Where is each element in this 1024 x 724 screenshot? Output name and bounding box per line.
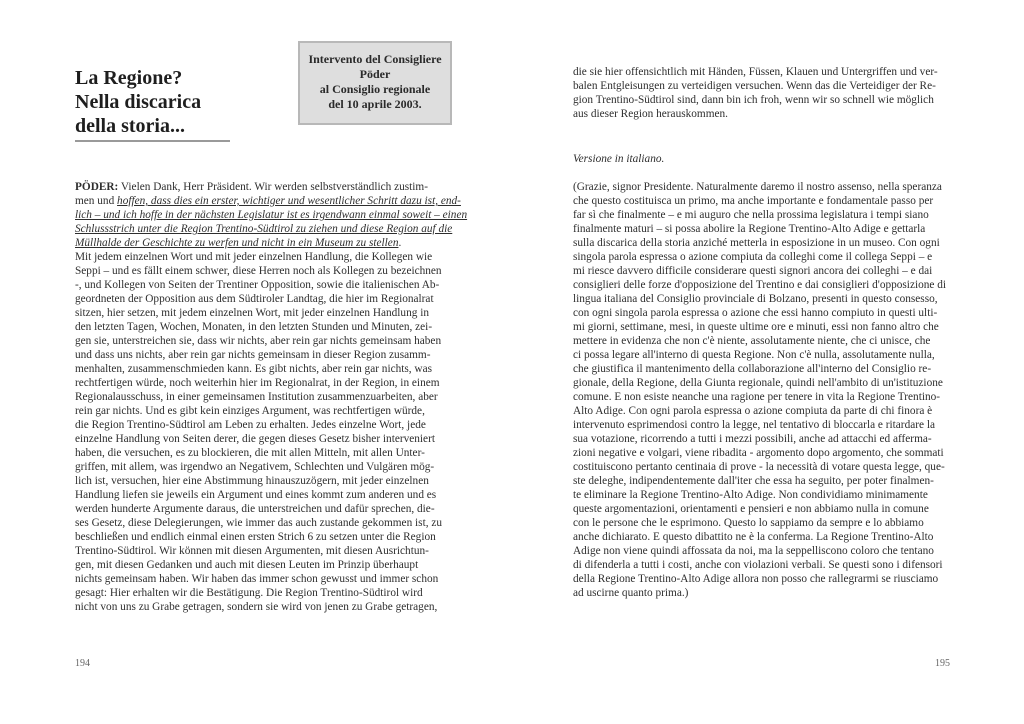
page-number-left: 194 [75,658,90,669]
text-line: mi giorni, settimane, mesi, in queste ultime ore e minuti, essi non fanno altro che [573,321,939,333]
line-text: men und [75,195,118,207]
text-line: consiglieri delle forze d'opposizione del Trentino e dai consiglieri d'opposizione di [573,279,947,291]
text-line: gen sie, unterstreichen sie, dass wir nichts, aber rein gar nichts gemeinsam haben [75,335,442,347]
text-line: haben, die versuchen, es zu blockieren, die mit allen Mitteln, mit allen Unter- [75,447,425,459]
text-line: rechtfertigen würde, noch weiterhin hier im Regionalrat, in der Region, in einem [75,377,440,389]
text-line: sua votazione, ricorrendo a tutti i mezzi possibili, anche ad attacchi ed afferma- [573,433,932,445]
text-line: con le persone che le esprimono. Questo lo sappiamo da sempre e lo abbiamo [573,517,924,529]
text-line: aus dieser Region herauskommen. [573,108,728,120]
text-line: comune. E non esiste neanche una ragione per tenere in vita la Regione Trentino- [573,391,941,403]
line-text: Vielen Dank, Herr Präsident. Wir werden selbstverständlich zustim- [118,181,428,193]
text-line: die Region Trentino-Südtirol am Leben zu erhalten. Jedes einzelne Wort, jede [75,419,426,431]
text-line: te eliminare la Regione Trentino-Alto Adige. Non condividiamo minimamente [573,489,928,501]
text-line: della Regione Trentino-Alto Adige allora non posso che rallegrarmi se riusciamo [573,573,939,585]
underlined-text: hoffen, dass dies ein erster, wichtiger und wesentlicher Schritt dazu ist, end- [117,195,461,207]
title-line: Nella discarica [75,91,202,113]
text-line: nichts gemeinsam haben. Wir haben das immer schon gewusst und immer schon [75,573,439,585]
text-line: geordneten der Opposition aus dem Südtiroler Landtag, die hier im Regionalrat [75,293,434,305]
text-line: Seppi – und es fällt einem schwer, diese Herren noch als Kollegen zu bezeichnen [75,265,442,277]
title-line: La Regione? [75,67,183,89]
italian-text-column [573,180,953,600]
text-line: ste deleghe, indipendentemente dall'iter che essa ha seguito, per poter finalmen- [573,475,934,487]
text-line: anche dichiarato. E questo dibattito ne è la conferma. La Regione Trentino-Alto [573,531,934,543]
text-line: einzelne Handlung von Seiten derer, die gegen dieses Gesetz bisher interveniert [75,433,435,445]
info-line: al Consiglio regionale [319,82,431,96]
page-number-right: 195 [935,658,950,669]
continuation-lines [573,65,953,121]
text-line: finalmente maturi – si possa abolire la Regione Trentino-Alto Adige e gettarla [573,223,926,235]
text-line: und dass uns nichts, aber rein gar nichts gemeinsam in dieser Region zusamm- [75,349,431,361]
text-line: lingua italiana del Consiglio provinciale di Bolzano, presenti in questo consesso, [573,293,938,305]
text-line: con ogni singola parola espressa o azione che essi hanno compiuto in questi ulti- [573,307,938,319]
text-line: ses Gesetz, diese Delegierungen, wie immer das auch zustande gekommen ist, zu [75,517,443,529]
text-line: che giustifica il mantenimento della collaborazione all'interno del Consiglio re- [573,363,932,375]
text-line: ad uscirne quanto prima.) [573,587,689,599]
german-continuation [573,65,953,121]
info-line: Intervento del Consigliere [308,52,442,66]
text-line: queste argomentazioni, orientamenti e pensieri e non abbiamo nulla in comune [573,503,929,515]
text-line: singola parola espressa o azione compiuta da colleghi come il collega Seppi – e [573,251,933,263]
text-line: di difenderla a tutti i costi, anche con violazioni verbali. Se questi sono i difensori [573,559,943,571]
text-line: den letzten Tagen, Wochen, Monaten, in den letzten Stunden und Minuten, zei- [75,321,433,333]
text-line: sulla discarica della storia anziché metterla in esposizione in un museo. Con ogni [573,237,940,249]
text-line: lich ist, versuchen, hier eine Abstimmung hinauszuzögern, mit jeder einzelnen [75,475,429,487]
german-body [75,250,455,614]
info-line: Pöder [359,67,391,81]
italian-body [573,180,953,600]
line-text: . [398,237,402,249]
text-line: griffen, mit allem, was irgendwo an Negativem, Schlechten und Vulgären mög- [75,461,435,473]
text-line: mettere in evidenza che non c'è niente, assolutamente niente, che ci unisce, che [573,335,931,347]
text-line: Handlung liefen sie jeweils ein Argument und eines kommt zum anderen und es [75,489,437,501]
text-line: intervenuto esprimendosi contro la legge, nel tentativo di bloccarla e ritardare la [573,419,935,431]
text-line: costituiscono pertanto centinaia di prove - la necessità di votare questa legge, que- [573,461,945,473]
text-line: Regionalausschuss, in einer gemeinsamen Institution zusammenzuarbeiten, aber [75,391,438,403]
text-line: rein gar nichts. Und es gibt kein einziges Argument, was rechtfertigen würde, [75,405,425,417]
text-line: mi riesce davvero difficile considerare questi signori ancora dei colleghi – e dai [573,265,933,277]
text-line: nicht von uns zu Grabe getragen, sondern sie wird von jenen zu Grabe getragen, [75,601,438,613]
text-line: -, und Kollegen von Seiten der Trentiner Opposition, sowie die italienischen Ab- [75,279,440,291]
italian-version-heading: Versione in italiano. [573,153,665,165]
text-line: che questo costituisca un primo, ma anche importante e fondamentale passo per [573,195,934,207]
underlined-text: Müllhalde der Geschichte zu werfen und nicht in ein Museum zu stellen [75,237,399,249]
intervention-info-box [298,41,452,125]
german-text-column [75,180,468,614]
text-line: die sie hier offensichtlich mit Händen, Füssen, Klauen und Untergriffen und ver- [573,66,938,78]
text-line: beschließen und endlich einmal einen ersten Strich 6 zu setzen unter die Region [75,531,436,543]
text-line: gesagt: Hier erhalten wir die Bestätigung. Die Region Trentino-Südtirol wird [75,587,423,599]
text-line [75,180,455,194]
text-line: ci possa legare all'interno di questa Regione. Non c'è nulla, assolutamente nulla, [573,349,935,361]
text-line: sitzen, hier setzen, mit jedem einzelnen Wort, mit jeder einzelnen Handlung in [75,307,429,319]
text-line: gionale, della Regione, della Giunta regionale, quindi nell'ambito di un'istituzione [573,377,943,389]
text-line: Trentino-Südtirol. Wir können mit diesen Argumenten, mit diesen Ausrichtun- [75,545,429,557]
speaker-name: PÖDER: [75,181,119,193]
article-title [75,66,235,138]
text-line: werden hunderte Argumente daraus, die unterstreichen und dafür sprechen, die- [75,503,435,515]
text-line: gion Trentino-Südtirol sind, dann bin ich froh, wenn wir so schnell wie möglich [573,94,934,106]
text-line: menhalten, zusammenschmieden kann. Es gibt nichts, aber rein gar nichts, was [75,363,433,375]
info-line: del 10 aprile 2003. [328,97,422,111]
underlined-line: Schlussstrich unter die Region Trentino-Südtirol zu ziehen und diese Region auf die [75,223,453,235]
title-line: della storia... [75,115,185,137]
text-line: (Grazie, signor Presidente. Naturalmente daremo il nostro assenso, nella speranza [573,181,942,193]
title-divider [75,140,230,142]
text-line: Adige non viene quindi affossata da noi, ma la seppelliscono coloro che tentano [573,545,934,557]
text-line: zioni negative e volgari, viene ribadita - argomento dopo argomento, che sommati [573,447,944,459]
text-line: Alto Adige. Con ogni parola espressa o azione compiuta da parte di chi finora è [573,405,933,417]
text-line: Mit jedem einzelnen Wort und mit jeder einzelnen Handlung, die Kollegen wie [75,251,433,263]
text-line [75,236,455,250]
text-line: far sì che finalmente – e mi auguro che nella prossima legislatura i tempi siano [573,209,929,221]
text-line [75,194,461,208]
text-line: balen Entgleisungen zu verteidigen versuchen. Wenn das die Verteidiger der Re- [573,80,936,92]
text-line: gen, mit diesen Gedanken und auch mit diesen Leuten im Prinzip überhaupt [75,559,419,571]
underlined-line: lich – und ich hoffe in der nächsten Legislatur ist es irgendwann einmal soweit – einen [75,209,468,221]
